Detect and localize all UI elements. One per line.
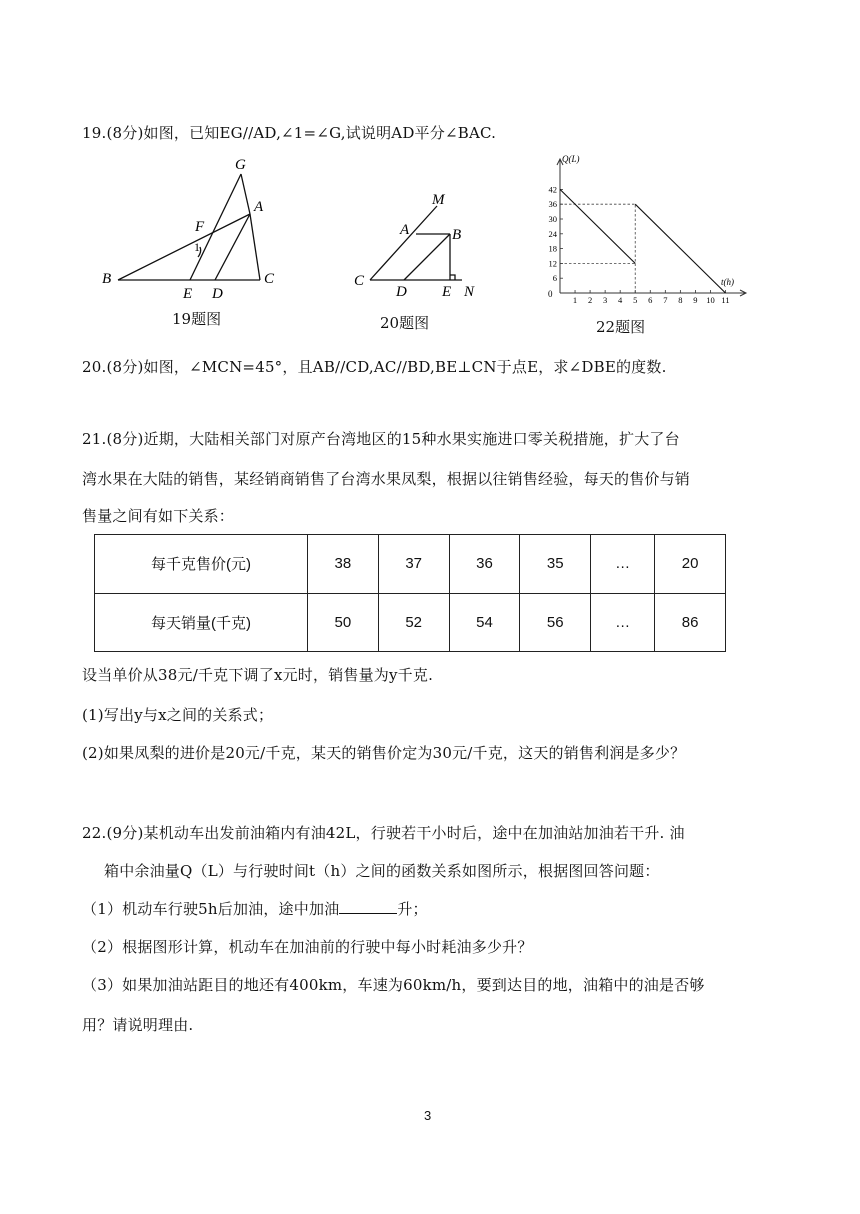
label-C: C [264, 271, 275, 287]
table-cell: … [591, 593, 655, 652]
label-N: N [464, 284, 475, 300]
label-D: D [396, 284, 407, 300]
label-F: F [195, 219, 205, 235]
table-cell: 86 [655, 593, 726, 652]
table-cell: 52 [378, 593, 449, 652]
table-cell: 56 [520, 593, 591, 652]
x-tick-label: 1 [572, 295, 578, 305]
x-tick-label: 7 [663, 295, 668, 305]
y-axis-label: Q(L) [562, 154, 580, 164]
question-22-part-1-suffix: 升； [397, 900, 428, 918]
question-21-line-4: 设当单价从38元/千克下调了x元时，销售量为y千克. [82, 666, 434, 684]
x-tick-label: 6 [648, 295, 653, 305]
table-row [95, 593, 726, 652]
question-19-text: 19.(8分)如图，已知EG//AD,∠1=∠G,试说明AD平分∠BAC. [82, 124, 497, 142]
series-line-segment [560, 189, 635, 263]
y-tick-label: 36 [548, 199, 557, 210]
table-cell: 54 [449, 593, 520, 652]
y-tick-label: 42 [548, 184, 557, 195]
table-cell: 35 [520, 535, 591, 594]
x-tick-label: 5 [633, 295, 638, 305]
question-22-line-2: 箱中余油量Q（L）与行驶时间t（h）之间的函数关系如图所示，根据图回答问题： [104, 862, 660, 880]
origin-label: 0 [548, 289, 553, 299]
question-22-part-3-continued: 用？请说明理由. [82, 1016, 194, 1034]
label-D: D [212, 286, 223, 302]
table-header-price: 每千克售价(元) [95, 535, 308, 594]
x-axis-label: t(h) [721, 277, 734, 287]
table-cell: 50 [308, 593, 379, 652]
question-21-line-1: 21.(8分)近期，大陆相关部门对原产台湾地区的15种水果实施进口零关税措施，扩大了台 [82, 430, 680, 448]
y-tick-label: 24 [548, 228, 557, 239]
x-tick-label: 3 [603, 295, 608, 305]
table-header-sales: 每天销量(千克) [95, 593, 308, 652]
figure-19-caption: 19题图 [172, 310, 222, 328]
label-M: M [432, 192, 445, 208]
x-tick-label: 4 [618, 295, 623, 305]
x-tick-label: 8 [678, 295, 683, 305]
question-21-line-3: 售量之间有如下关系： [82, 507, 235, 525]
label-A: A [254, 199, 264, 215]
y-tick-label: 12 [548, 258, 557, 269]
figure-19-triangle [98, 152, 288, 302]
question-21-part-2: (2)如果凤梨的进价是20元/千克，某天的销售价定为30元/千克，这天的销售利润是多少？ [82, 744, 686, 762]
label-B: B [452, 227, 462, 243]
question-21-line-2: 湾水果在大陆的销售，某经销商销售了台湾水果凤梨，根据以往销售经验，每天的售价与销 [82, 470, 691, 488]
answer-blank [339, 899, 397, 914]
x-tick-label: 10 [706, 295, 715, 305]
price-sales-table [94, 534, 726, 652]
table-cell: 38 [308, 535, 379, 594]
table-cell: 36 [449, 535, 520, 594]
figure-20-parallelogram [350, 186, 490, 301]
label-A: A [400, 222, 410, 238]
table-cell: 37 [378, 535, 449, 594]
label-G: G [235, 157, 246, 173]
label-angle-1: 1 [194, 240, 200, 254]
question-22-part-1-prefix: （1）机动车行驶5h后加油，途中加油 [82, 900, 340, 918]
label-E: E [442, 284, 452, 300]
y-tick-label: 30 [548, 214, 557, 224]
table-cell: 20 [655, 535, 726, 594]
question-20-text: 20.(8分)如图，∠MCN=45°，且AB//CD,AC//BD,BE⊥CN于点E，求∠DBE的度数. [82, 358, 667, 376]
question-22-line-1: 22.(9分)某机动车出发前油箱内有油42L，行驶若干小时后，途中在加油站加油若干升. 油 [82, 824, 685, 842]
table-cell: … [591, 535, 655, 594]
y-tick-label: 18 [548, 243, 557, 254]
table-row [95, 535, 726, 594]
figure-22-chart [538, 152, 758, 312]
label-E: E [183, 286, 193, 302]
question-21-part-1: (1)写出y与x之间的关系式； [82, 706, 274, 724]
label-C: C [354, 273, 365, 289]
x-tick-label: 2 [587, 295, 593, 305]
x-tick-label: 9 [693, 295, 698, 305]
label-B: B [102, 271, 112, 287]
question-22-part-3: （3）如果加油站距目的地还有400km，车速为60km/h，要到达目的地，油箱中的油是否够 [82, 976, 705, 994]
figure-20-caption: 20题图 [380, 314, 430, 332]
page-number: 3 [424, 1108, 432, 1123]
question-22-part-2: （2）根据图形计算，机动车在加油前的行驶中每小时耗油多少升？ [82, 938, 533, 956]
question-22-part-1 [82, 898, 428, 919]
series-line-segment [635, 204, 725, 293]
figure-22-caption: 22题图 [596, 318, 646, 336]
x-tick-label: 11 [721, 295, 730, 305]
y-tick-label: 6 [552, 273, 557, 284]
